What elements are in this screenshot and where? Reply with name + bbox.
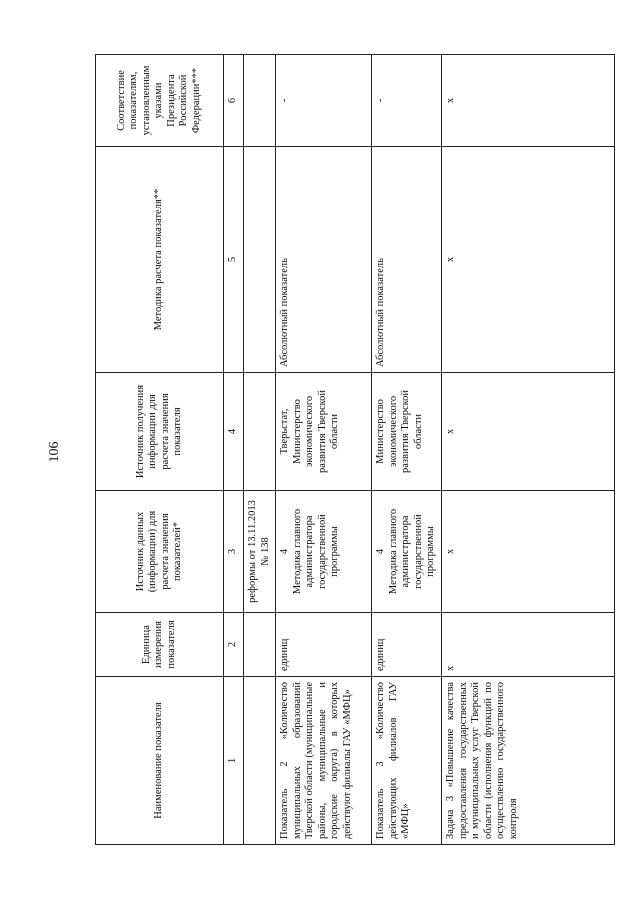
continuation-text: реформы от 13.11.2013 № 138	[244, 491, 276, 613]
column-number: 4	[224, 373, 244, 491]
column-number: 1	[224, 677, 244, 845]
task-compliance: x	[442, 55, 615, 147]
indicator-compliance: -	[276, 55, 372, 147]
column-number-row	[224, 55, 244, 845]
column-number: 6	[224, 55, 244, 147]
indicator-table-sheet	[95, 55, 615, 845]
indicator-name: Показатель 3 «Количество действующих филиалов ГАУ «МФЦ»	[372, 677, 442, 845]
task-unit: x	[442, 613, 615, 677]
indicator-data-source: 4 Методика главного администратора государственной программы	[276, 491, 372, 613]
column-number: 2	[224, 613, 244, 677]
table-row	[372, 55, 442, 845]
indicator-method: Абсолютный показатель	[372, 147, 442, 373]
table-row	[442, 55, 615, 845]
header-data-source: Источник данных (информации) для расчета значения показателей*	[96, 491, 224, 613]
indicator-name: Показатель 2 «Количество муниципальных образований Тверской области (муниципальные районы, муниципальные и городские округа) в которых действуют филиалы ГАУ «МФЦ»	[276, 677, 372, 845]
column-number: 3	[224, 491, 244, 613]
header-unit: Единица измерения показателя	[96, 613, 224, 677]
continuation-row	[244, 55, 276, 845]
table-row	[276, 55, 372, 845]
header-method: Методика расчета показателя**	[96, 147, 224, 373]
indicator-method: Абсолютный показатель	[276, 147, 372, 373]
indicator-data-source: 4 Методика главного администратора государственной программы	[372, 491, 442, 613]
indicator-compliance: -	[372, 55, 442, 147]
header-compliance: Соответствие показателям, установленным указами Президента Российской Федерации***	[96, 55, 224, 147]
task-name: Задача 3 «Повышение качества предоставления государственных и муниципальных услуг Тверской области (исполнения функций по осуществлению государственного контроля	[442, 677, 615, 845]
page-number: 106	[47, 441, 62, 463]
indicator-info-source: Тверьстат, Министерство экономического развития Тверской области	[276, 373, 372, 491]
task-info-source: x	[442, 373, 615, 491]
column-number: 5	[224, 147, 244, 373]
task-data-source: x	[442, 491, 615, 613]
task-method: x	[442, 147, 615, 373]
indicator-table	[95, 54, 615, 845]
indicator-unit: единиц	[276, 613, 372, 677]
header-info-source: Источник получения информации для расчета значения показателя	[96, 373, 224, 491]
header-name: Наименование показателя	[96, 677, 224, 845]
indicator-info-source: Министерство экономического развития Тверской области	[372, 373, 442, 491]
indicator-unit: единиц	[372, 613, 442, 677]
header-row	[96, 55, 224, 845]
